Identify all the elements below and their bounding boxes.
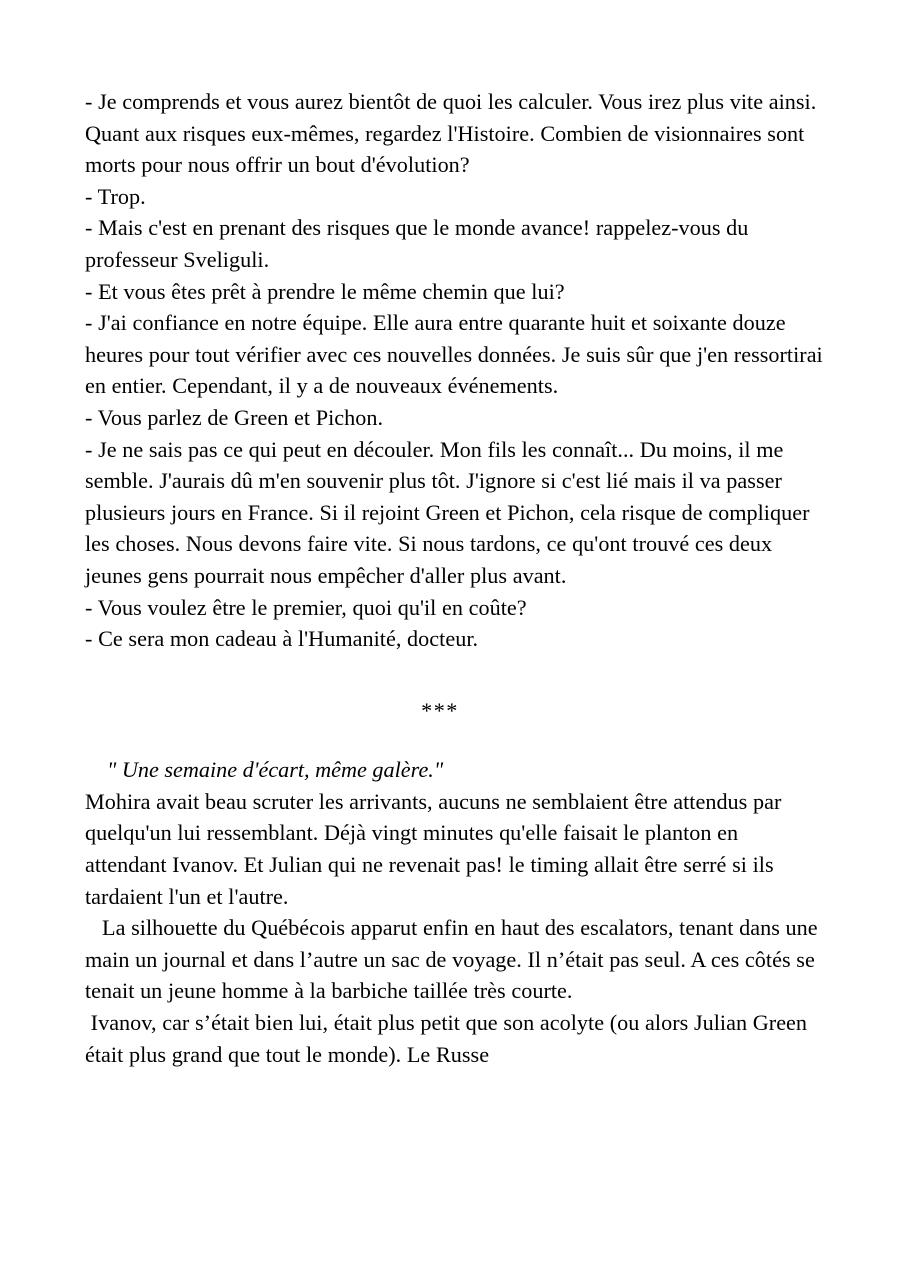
body-paragraph: Ivanov, car s’était bien lui, était plus petit que son acolyte (ou alors Julian Green était plus grand que tout le monde). Le Russe	[85, 1010, 813, 1067]
dialogue-line: - Je ne sais pas ce qui peut en découler. Mon fils les connaît... Du moins, il me semble. J'aurais dû m'en souvenir plus tôt. J'ignore si c'est lié mais il va passer plusieurs jours en France. Si il rejoint Green et Pichon, cela risque de compliquer les choses. Nous devons faire vite. Si nous tardons, ce qu'ont trouvé ces deux jeunes gens pourrait nous empêcher d'aller plus avant.	[85, 436, 816, 588]
dialogue-line: - Trop.	[85, 183, 146, 209]
dialogue-line: - Vous voulez être le premier, quoi qu'il en coûte?	[85, 594, 527, 620]
body-paragraph: La silhouette du Québécois apparut enfin en haut des escalators, tenant dans une main un journal et dans l’autre un sac de voyage. Il n’était pas seul. A ces côtés se tenait un jeune homme à la barbiche taillée très courte.	[85, 915, 824, 1004]
dialogue-line: - Vous parlez de Green et Pichon.	[85, 404, 384, 430]
dialogue-line: - Mais c'est en prenant des risques que le monde avance! rappelez-vous du professeur Sveliguli.	[85, 215, 755, 272]
text-column	[85, 86, 829, 1070]
epigraph-quote: " Une semaine d'écart, même galère."	[107, 757, 444, 783]
dialogue-line: - J'ai confiance en notre équipe. Elle aura entre quarante huit et soixante douze heures pour tout vérifier avec ces nouvelles données. Je suis sûr que j'en ressortirai en entier. Cependant, il y a de nouveaux événements.	[85, 310, 829, 399]
body-paragraph: Mohira avait beau scruter les arrivants, aucuns ne semblaient être attendus par quelqu'un lui ressemblant. Déjà vingt minutes qu'elle faisait le planton en attendant Ivanov. Et Julian qui ne revenait pas! le timing allait être serré si ils tardaient l'un et l'autre.	[85, 788, 788, 909]
section-separator: ***	[421, 697, 459, 723]
dialogue-block	[85, 86, 829, 655]
dialogue-line: - Je comprends et vous aurez bientôt de quoi les calculer. Vous irez plus vite ainsi. Quant aux risques eux-mêmes, regardez l'Histoire. Combien de visionnaires sont morts pour nous offrir un bout d'évolution?	[85, 89, 822, 178]
dialogue-line: - Et vous êtes prêt à prendre le même chemin que lui?	[85, 278, 565, 304]
dialogue-line: - Ce sera mon cadeau à l'Humanité, docteur.	[85, 626, 479, 652]
